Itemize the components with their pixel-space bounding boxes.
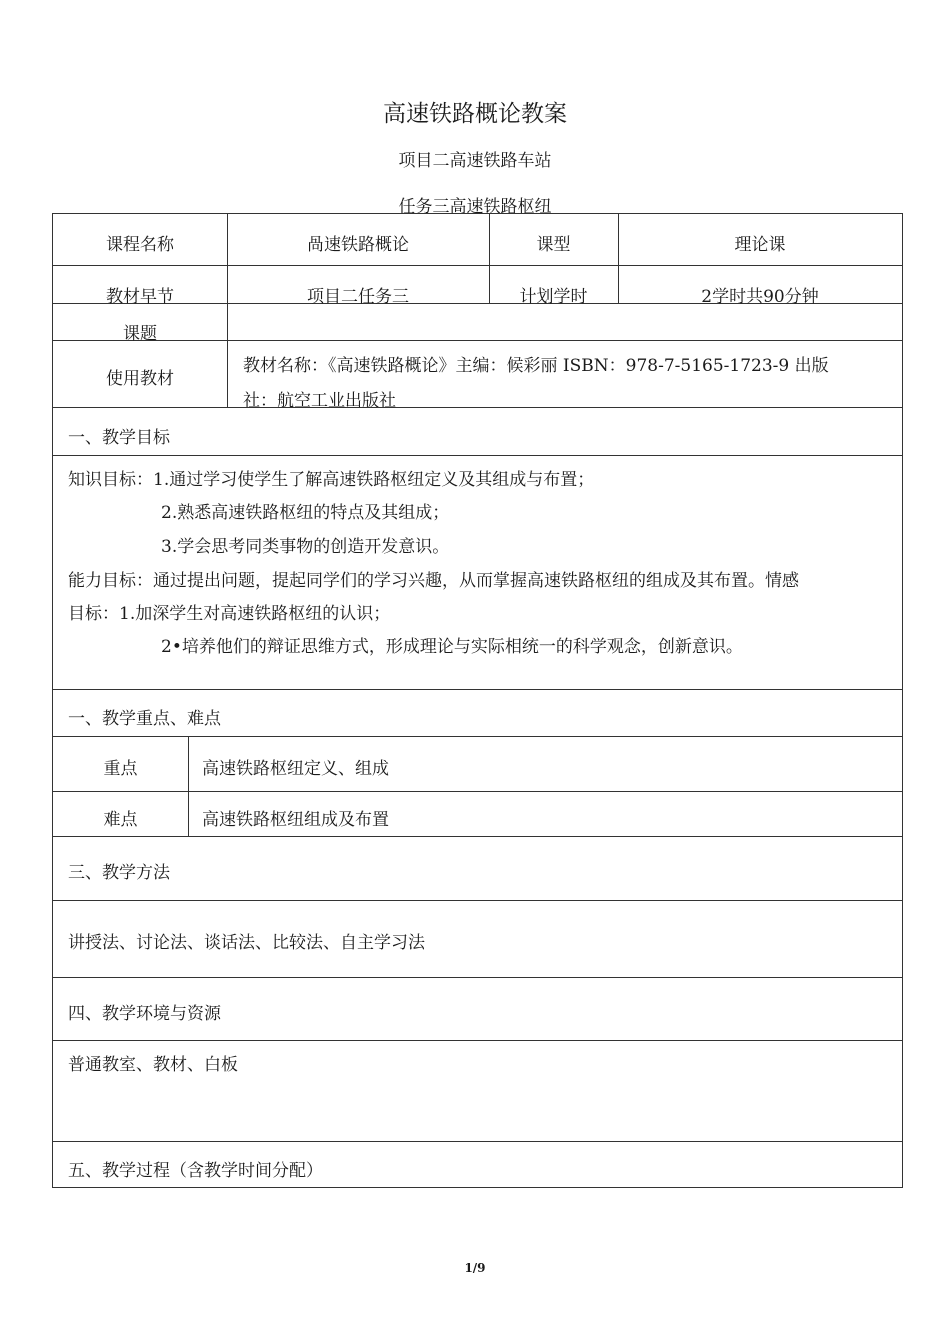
textbook-label: 使用教材 (106, 369, 174, 389)
goal-line-1: 知识目标：1.通过学习使学生了解高速铁路枢纽定义及其组成与布置； (68, 470, 595, 490)
textbook-line-2: 社：航空工业出版社 (243, 391, 396, 411)
environment-heading: 四、教学环境与资源 (68, 1004, 221, 1024)
goal-line-4: 能力目标：通过提出问题，提起同学们的学习兴趣，从而掌握高速铁路枢纽的组成及其布置。情感 (68, 571, 799, 591)
course-name-value: 咼速铁路概论 (307, 235, 409, 255)
goal-line-6: 2•培养他们的辩证思维方式，形成理论与实际相统一的科学观念，创新意识。 (161, 637, 743, 657)
document-title: 高速铁路概论教案 (383, 101, 567, 127)
process-heading: 五、教学过程（含教学时间分配） (68, 1161, 323, 1181)
key-points-section (52, 689, 903, 837)
planned-hours-value: 2学时共90分钟 (701, 287, 819, 307)
goals-section (52, 407, 903, 737)
planned-hours-label: 计划学时 (519, 287, 588, 307)
course-name-label: 课程名称 (106, 235, 174, 255)
course-info-table (52, 213, 903, 411)
difficulty-value: 高速铁路枢纽组成及布置 (202, 810, 389, 830)
page-number: 1/9 (464, 1261, 486, 1275)
topic-label: 课题 (123, 324, 157, 344)
methods-heading: 三、教学方法 (68, 863, 170, 883)
goals-heading: 一、教学目标 (68, 428, 170, 448)
key-point-label: 重点 (103, 759, 138, 779)
goal-line-3: 3.学会思考同类事物的创造开发意识。 (161, 537, 450, 557)
chapter-value: 项目二任务三 (307, 287, 409, 307)
textbook-line-1: 教材名称：《高速铁路概论》主编：候彩丽 ISBN：978-7-5165-1723-9 出版 (243, 356, 829, 376)
chapter-label: 教材早节 (106, 287, 174, 307)
environment-section (52, 977, 903, 1142)
goal-line-2: 2.熟悉高速铁路枢纽的特点及其组成； (161, 503, 450, 523)
goal-line-5: 目标：1.加深学生对高速铁路枢纽的认识； (68, 604, 391, 624)
key-points-heading: 一、教学重点、难点 (68, 709, 221, 729)
difficulty-label: 难点 (103, 810, 138, 830)
key-point-value: 高速铁路枢纽定义、组成 (202, 759, 389, 779)
environment-content: 普通教室、教材、白板 (68, 1055, 238, 1075)
process-section (52, 1141, 903, 1188)
methods-section (52, 836, 903, 978)
project-subtitle: 项目二高速铁路车站 (398, 151, 552, 171)
task-subtitle: 任务三高速铁路枢纽 (398, 197, 552, 217)
methods-content: 讲授法、讨论法、谈话法、比较法、自主学习法 (68, 933, 425, 953)
course-type-value: 理论课 (734, 235, 786, 255)
course-type-label: 课型 (536, 235, 571, 255)
